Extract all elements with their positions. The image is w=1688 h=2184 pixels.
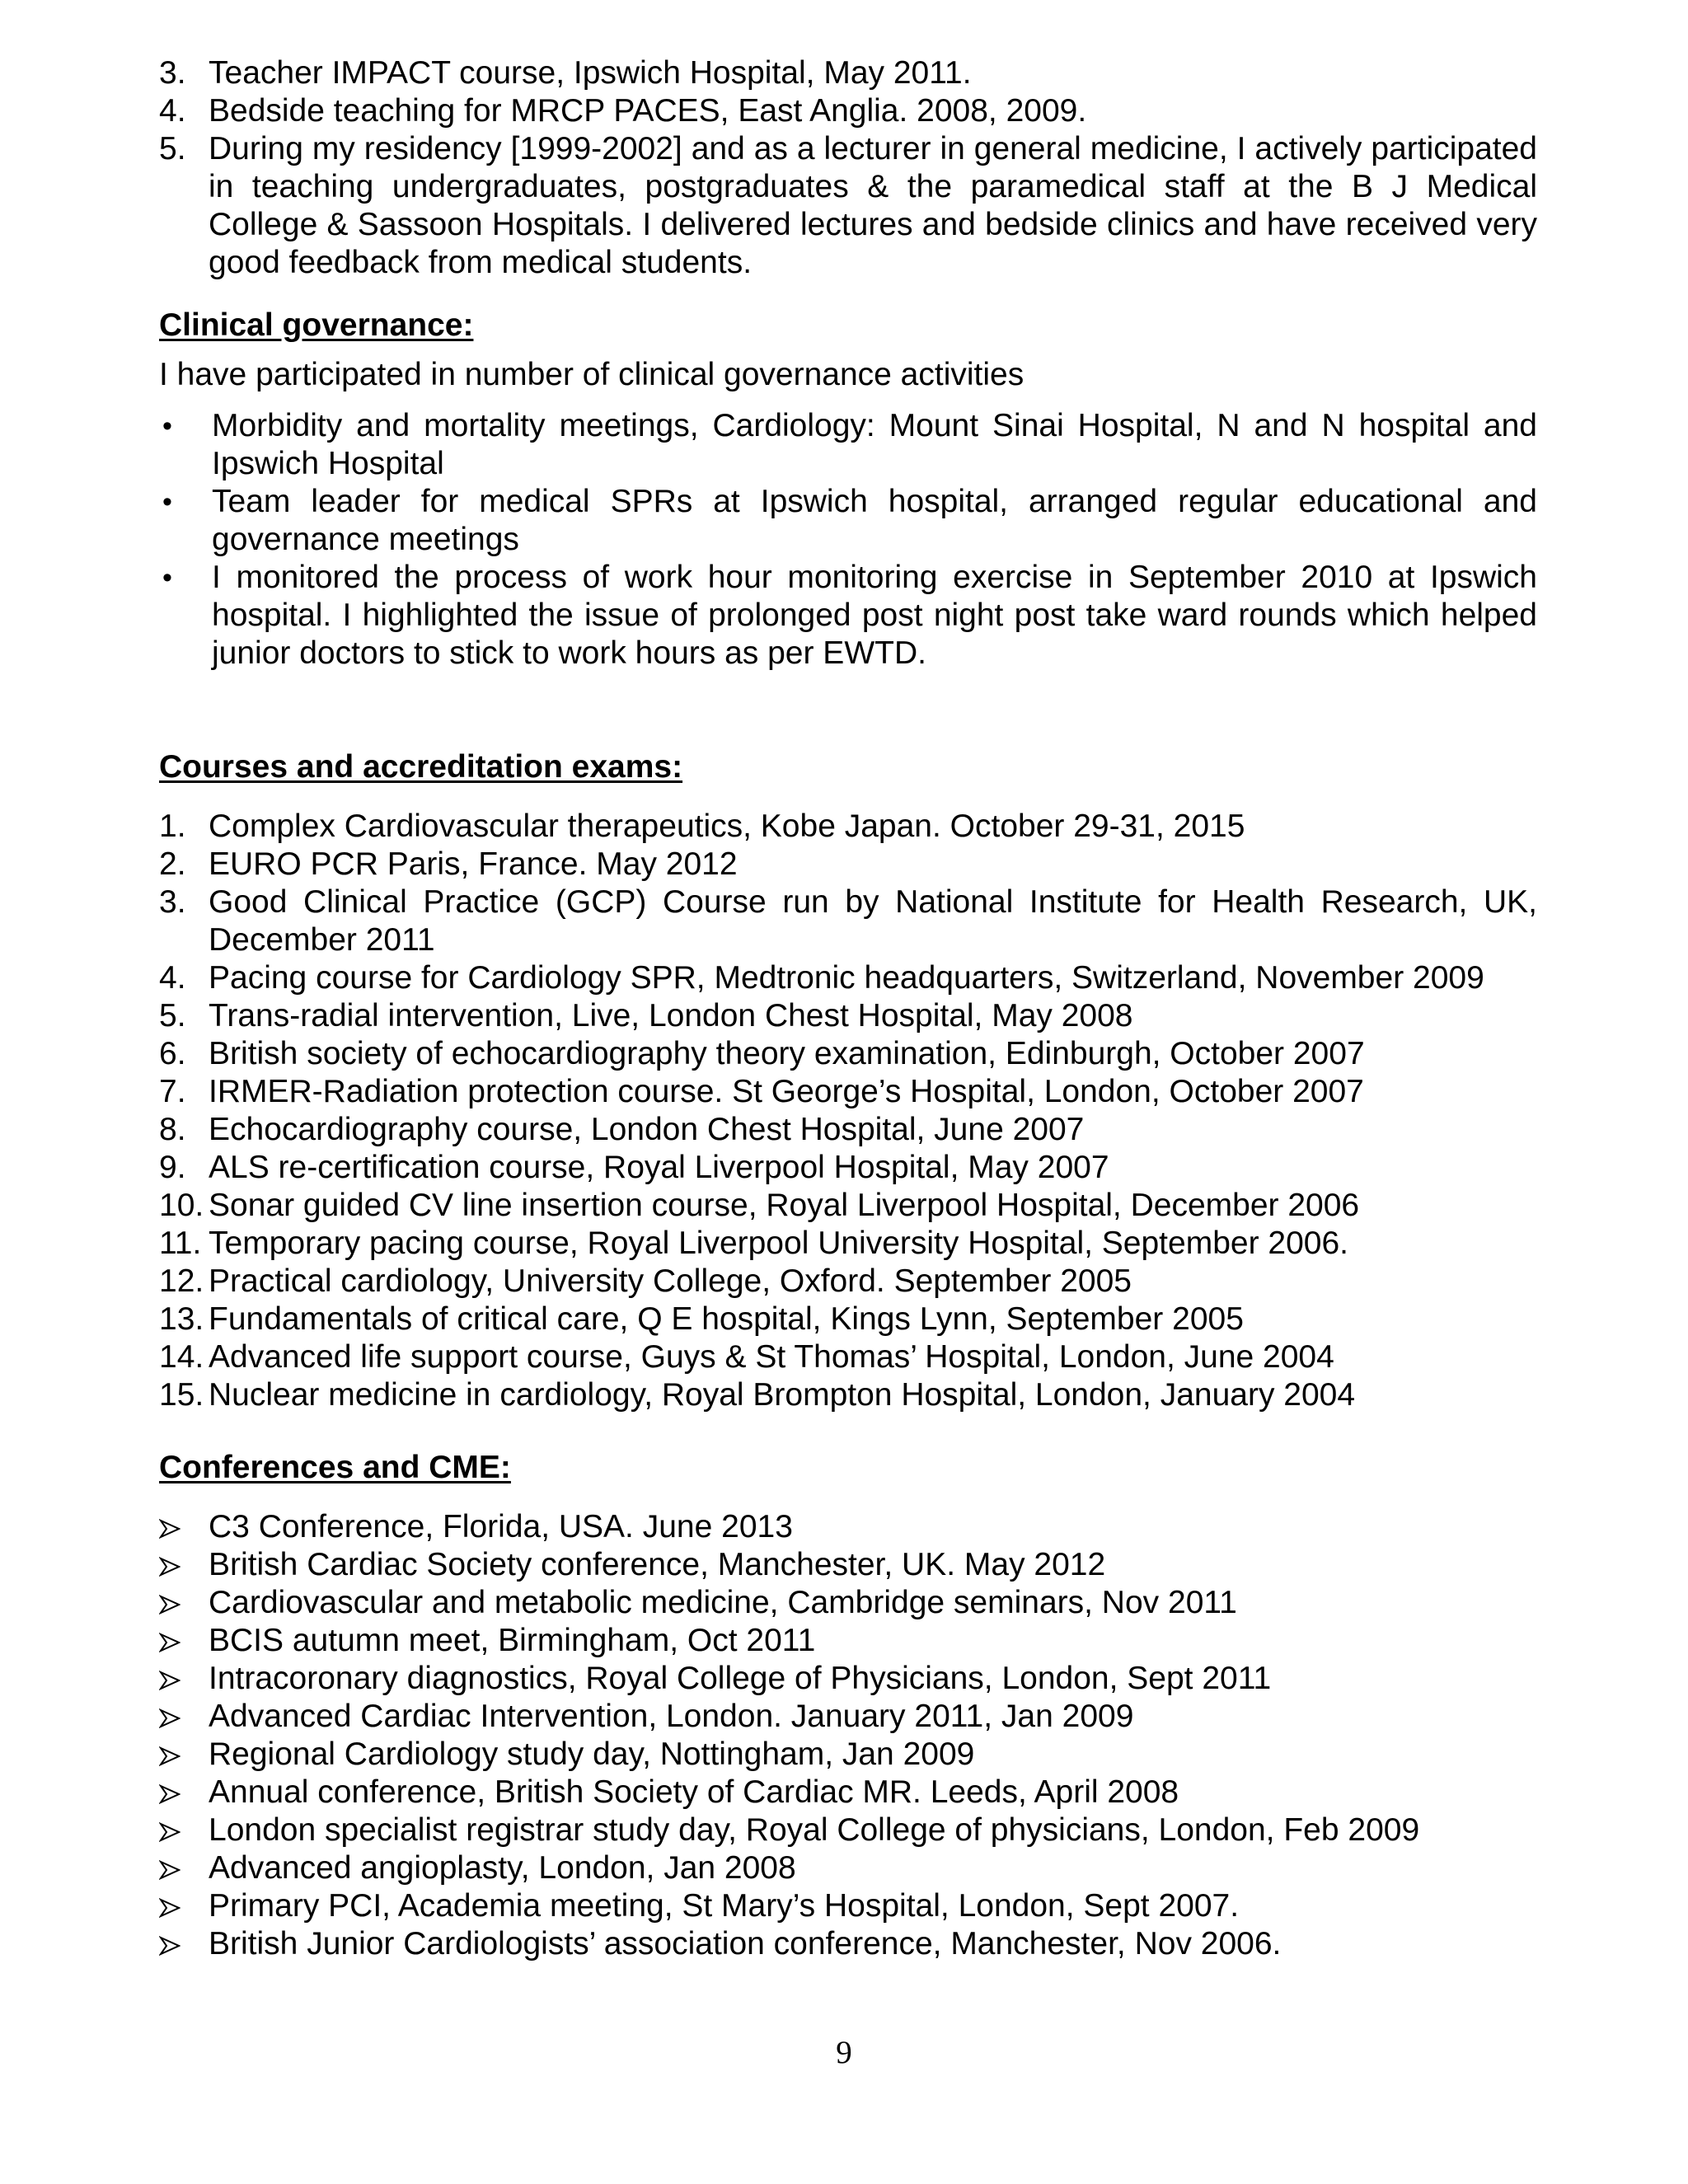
list-item <box>159 1660 1537 1698</box>
item-text: Temporary pacing course, Royal Liverpool University Hospital, September 2006. <box>209 1226 1348 1261</box>
bullet-icon: • <box>162 410 172 442</box>
list-item <box>159 1338 1537 1376</box>
item-text: Echocardiography course, London Chest Hospital, June 2007 <box>209 1112 1085 1147</box>
teaching-list <box>159 54 1537 282</box>
item-number: 4. <box>159 960 186 996</box>
item-number: 5. <box>159 131 186 166</box>
item-number: 3. <box>159 55 186 91</box>
page-number: 9 <box>836 2035 852 2070</box>
arrow-bullet-icon <box>159 1660 209 1690</box>
list-item <box>159 483 1537 559</box>
item-number: 15. <box>159 1377 204 1413</box>
item-text: C3 Conference, Florida, USA. June 2013 <box>209 1509 793 1544</box>
item-text: British Cardiac Society conference, Manchester, UK. May 2012 <box>209 1547 1106 1582</box>
arrow-bullet-icon <box>159 1584 209 1615</box>
courses-list <box>159 808 1537 1414</box>
list-item <box>159 54 1537 92</box>
arrow-bullet-icon <box>159 1736 209 1766</box>
item-text: Teacher IMPACT course, Ipswich Hospital, May 2011. <box>209 55 972 91</box>
item-text: Fundamentals of critical care, Q E hospital, Kings Lynn, September 2005 <box>209 1301 1244 1337</box>
list-item <box>159 808 1537 846</box>
item-text: Cardiovascular and metabolic medicine, Cambridge seminars, Nov 2011 <box>209 1585 1237 1620</box>
list-item <box>159 1774 1537 1811</box>
list-item <box>159 1736 1537 1774</box>
item-text: I monitored the process of work hour monitoring exercise in September 2010 at Ipswich hospital. I highlighted the issue of prolonged post night post take ward rounds which helped junior doctors to stick to work hours as per EWTD. <box>212 560 1537 671</box>
item-number: 11. <box>159 1226 202 1261</box>
item-text: Nuclear medicine in cardiology, Royal Brompton Hospital, London, January 2004 <box>209 1377 1356 1413</box>
section-heading-courses: Courses and accreditation exams: <box>159 749 683 785</box>
item-text: London specialist registrar study day, Royal College of physicians, London, Feb 2009 <box>209 1812 1420 1848</box>
list-item <box>159 559 1537 673</box>
list-item <box>159 1584 1537 1622</box>
item-text: Bedside teaching for MRCP PACES, East Anglia. 2008, 2009. <box>209 93 1087 129</box>
section-heading-conferences: Conferences and CME: <box>159 1450 511 1485</box>
item-number: 7. <box>159 1074 186 1109</box>
item-number: 5. <box>159 998 186 1033</box>
item-number: 9. <box>159 1150 186 1185</box>
list-item <box>159 959 1537 997</box>
item-text: Advanced angioplasty, London, Jan 2008 <box>209 1850 796 1886</box>
item-text: ALS re-certification course, Royal Liverpool Hospital, May 2007 <box>209 1150 1109 1185</box>
item-number: 6. <box>159 1036 186 1071</box>
item-number: 14. <box>159 1339 204 1375</box>
item-number: 8. <box>159 1112 186 1147</box>
item-text: Team leader for medical SPRs at Ipswich hospital, arranged regular educational and governance meetings <box>212 484 1537 557</box>
item-text: BCIS autumn meet, Birmingham, Oct 2011 <box>209 1623 816 1658</box>
item-number: 4. <box>159 93 186 129</box>
list-item <box>159 1376 1537 1414</box>
section-heading-clinical-governance: Clinical governance: <box>159 307 474 343</box>
list-item <box>159 997 1537 1035</box>
list-item <box>159 1111 1537 1149</box>
bullet-icon: • <box>162 486 172 518</box>
list-item <box>159 407 1537 483</box>
item-text: Practical cardiology, University College, Oxford. September 2005 <box>209 1263 1132 1299</box>
list-item <box>159 1187 1537 1225</box>
list-item <box>159 1811 1537 1849</box>
item-text: Trans-radial intervention, Live, London Chest Hospital, May 2008 <box>209 998 1133 1033</box>
item-text: British society of echocardiography theory examination, Edinburgh, October 2007 <box>209 1036 1365 1071</box>
item-text: During my residency [1999-2002] and as a lecturer in general medicine, I actively participated in teaching undergraduates, postgraduates & the paramedical staff at the B J Medical College & Sassoon Hospitals. I delivered lectures and bedside clinics and have received very good feedback from medical students. <box>209 131 1537 280</box>
item-text: Good Clinical Practice (GCP) Course run by National Institute for Health Research, UK, December 2011 <box>209 884 1537 958</box>
arrow-bullet-icon <box>159 1508 209 1539</box>
list-item <box>159 1925 1537 1963</box>
arrow-bullet-icon <box>159 1887 209 1918</box>
arrow-bullet-icon <box>159 1925 209 1956</box>
item-text: EURO PCR Paris, France. May 2012 <box>209 846 738 882</box>
arrow-bullet-icon <box>159 1849 209 1880</box>
item-text: Primary PCI, Academia meeting, St Mary’s Hospital, London, Sept 2007. <box>209 1888 1240 1924</box>
item-text: Sonar guided CV line insertion course, Royal Liverpool Hospital, December 2006 <box>209 1188 1360 1223</box>
list-item <box>159 1546 1537 1584</box>
item-number: 1. <box>159 808 186 844</box>
item-text: Morbidity and mortality meetings, Cardiology: Mount Sinai Hospital, N and N hospital and Ipswich Hospital <box>212 408 1537 481</box>
item-text: Complex Cardiovascular therapeutics, Kobe Japan. October 29-31, 2015 <box>209 808 1245 844</box>
list-item <box>159 1149 1537 1187</box>
arrow-bullet-icon <box>159 1698 209 1728</box>
list-item <box>159 1508 1537 1546</box>
arrow-bullet-icon <box>159 1811 209 1842</box>
document-page <box>159 54 1537 1963</box>
conferences-list <box>159 1508 1537 1963</box>
clinical-governance-intro: I have participated in number of clinical governance activities <box>159 357 1025 392</box>
list-item <box>159 846 1537 883</box>
item-text: British Junior Cardiologists’ association conference, Manchester, Nov 2006. <box>209 1926 1282 1961</box>
item-text: Advanced life support course, Guys & St Thomas’ Hospital, London, June 2004 <box>209 1339 1334 1375</box>
item-number: 12. <box>159 1263 204 1299</box>
clinical-governance-list <box>159 407 1537 673</box>
list-item <box>159 1849 1537 1887</box>
list-item <box>159 1263 1537 1301</box>
list-item <box>159 92 1537 130</box>
item-text: Regional Cardiology study day, Nottingham, Jan 2009 <box>209 1736 975 1772</box>
list-item <box>159 1225 1537 1263</box>
list-item <box>159 1698 1537 1736</box>
list-item <box>159 1035 1537 1073</box>
arrow-bullet-icon <box>159 1622 209 1652</box>
item-number: 2. <box>159 846 186 882</box>
item-number: 3. <box>159 884 186 920</box>
item-text: Intracoronary diagnostics, Royal College of Physicians, London, Sept 2011 <box>209 1661 1272 1696</box>
item-text: IRMER-Radiation protection course. St George’s Hospital, London, October 2007 <box>209 1074 1364 1109</box>
list-item <box>159 130 1537 282</box>
arrow-bullet-icon <box>159 1546 209 1577</box>
item-text: Pacing course for Cardiology SPR, Medtronic headquarters, Switzerland, November 2009 <box>209 960 1484 996</box>
item-text: Annual conference, British Society of Cardiac MR. Leeds, April 2008 <box>209 1774 1179 1810</box>
item-number: 13. <box>159 1301 204 1337</box>
item-text: Advanced Cardiac Intervention, London. January 2011, Jan 2009 <box>209 1699 1134 1734</box>
list-item <box>159 1622 1537 1660</box>
arrow-bullet-icon <box>159 1774 209 1804</box>
list-item <box>159 1887 1537 1925</box>
list-item <box>159 1073 1537 1111</box>
item-number: 10. <box>159 1188 204 1223</box>
bullet-icon: • <box>162 562 172 593</box>
list-item <box>159 883 1537 959</box>
list-item <box>159 1301 1537 1338</box>
